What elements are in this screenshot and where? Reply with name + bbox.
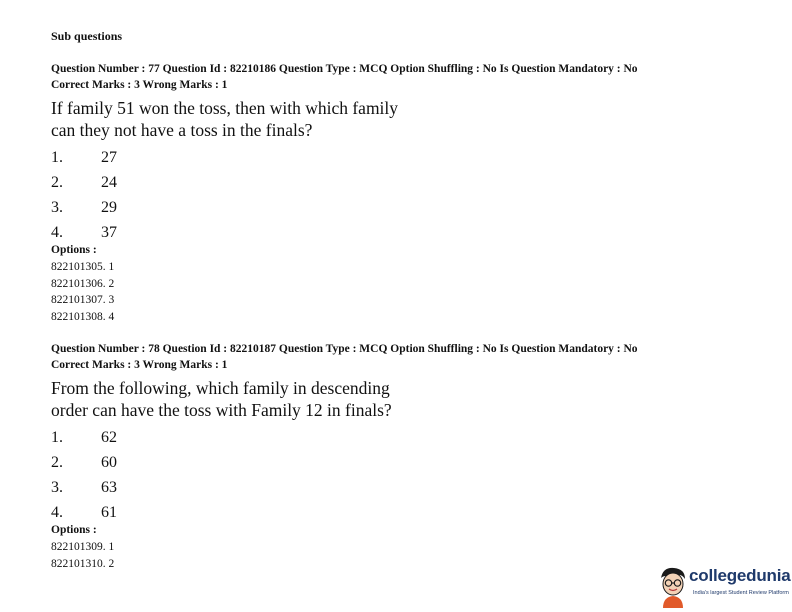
choice-value: 37 (101, 224, 117, 241)
question-marks: Correct Marks : 3 Wrong Marks : 1 (51, 359, 228, 371)
choice-value: 62 (101, 429, 117, 446)
choice-value: 24 (101, 174, 117, 191)
question-text-line-2: can they not have a toss in the finals? (51, 120, 313, 140)
options-label: Options : (51, 524, 97, 536)
question-marks: Correct Marks : 3 Wrong Marks : 1 (51, 79, 228, 91)
question-text-line-1: If family 51 won the toss, then with which family (51, 98, 399, 118)
choice-value: 61 (101, 504, 117, 521)
choice-number: 1. (51, 149, 63, 166)
choice-number: 3. (51, 199, 63, 216)
choice-value: 29 (101, 199, 117, 216)
option-id: 822101308. 4 (51, 311, 115, 323)
choice-number: 2. (51, 174, 63, 191)
choice-number: 3. (51, 479, 63, 496)
question-meta: Question Number : 78 Question Id : 82210187 Question Type : MCQ Option Shuffling : No Is Question Mandatory : No (51, 343, 638, 355)
options-label: Options : (51, 244, 97, 256)
choice-number: 2. (51, 454, 63, 471)
option-id: 822101306. 2 (51, 278, 115, 290)
section-title: Sub questions (51, 29, 123, 43)
question-text-line-1: From the following, which family in descending (51, 378, 390, 398)
question-meta: Question Number : 77 Question Id : 82210186 Question Type : MCQ Option Shuffling : No Is Question Mandatory : No (51, 63, 638, 75)
choice-number: 4. (51, 504, 63, 521)
choice-value: 27 (101, 149, 117, 166)
choice-value: 63 (101, 479, 117, 496)
option-id: 822101310. 2 (51, 558, 115, 570)
question-text-line-2: order can have the toss with Family 12 in finals? (51, 400, 392, 420)
choice-number: 1. (51, 429, 63, 446)
option-id: 822101305. 1 (51, 261, 115, 273)
logo-wordmark: collegedunia (689, 566, 791, 585)
option-id: 822101307. 3 (51, 294, 115, 306)
choice-number: 4. (51, 224, 63, 241)
option-id: 822101309. 1 (51, 541, 115, 553)
logo-tagline: India's largest Student Review Platform (693, 590, 789, 596)
choice-value: 60 (101, 454, 117, 471)
collegedunia-logo (655, 564, 789, 608)
student-mascot-icon (655, 564, 691, 608)
